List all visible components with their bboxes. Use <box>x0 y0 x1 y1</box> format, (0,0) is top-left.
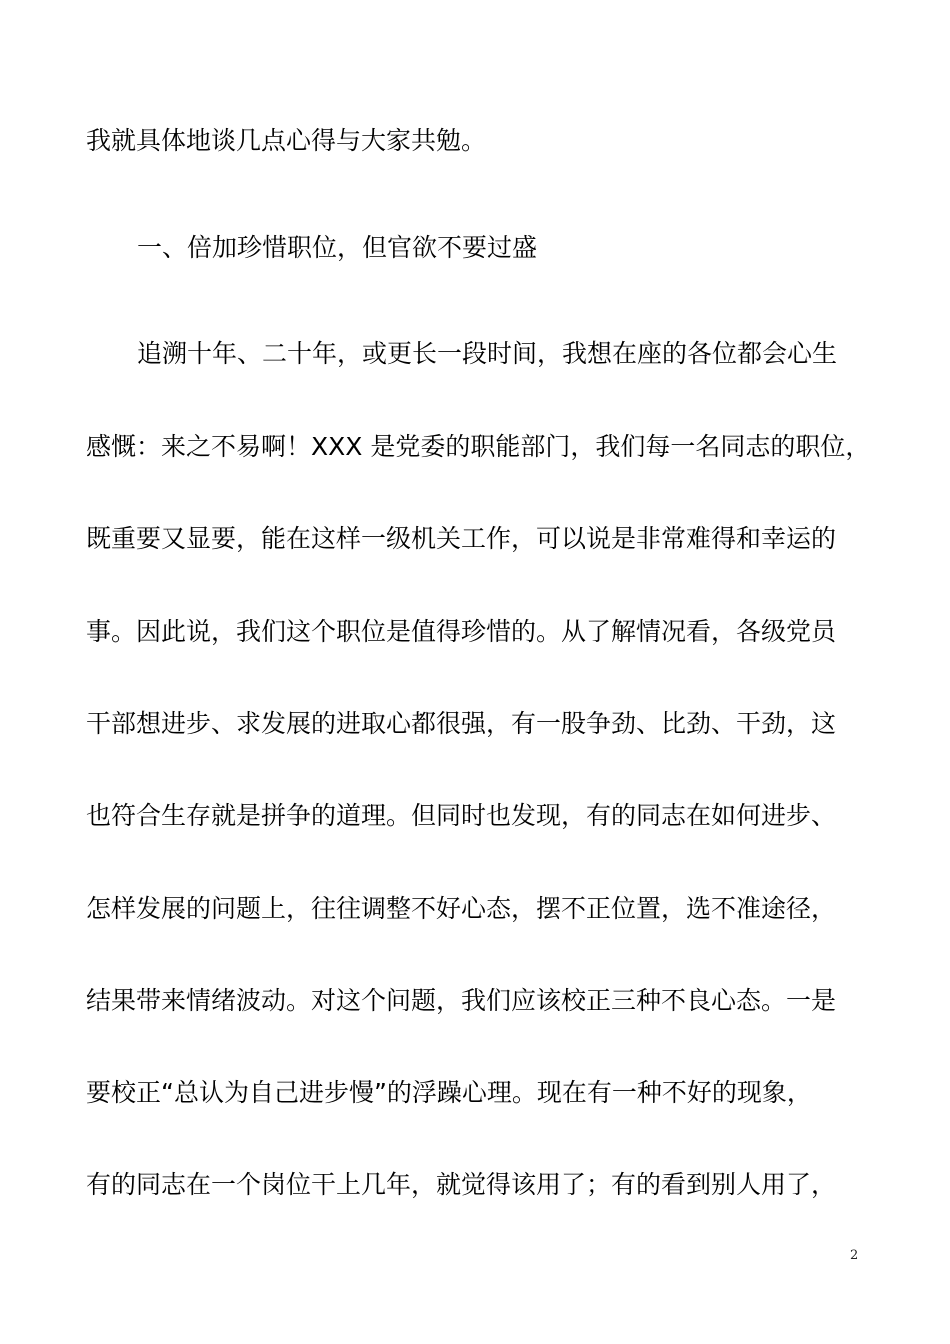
page-number: 2 <box>850 1248 859 1263</box>
body-text-line: 事。因此说，我们这个职位是值得珍惜的。从了解情况看，各级党员 <box>86 617 837 646</box>
body-text-line: 怎样发展的问题上，往往调整不好心态，摆不正位置，选不准途径， <box>86 894 837 923</box>
body-text-line: 我就具体地谈几点心得与大家共勉。 <box>86 126 487 155</box>
body-text-line: 感慨：来之不易啊！XXX 是党委的职能部门，我们每一名同志的职位， <box>86 432 871 461</box>
body-text-line: 也符合生存就是拼争的道理。但同时也发现，有的同志在如何进步、 <box>86 801 837 830</box>
body-text-line: 要校正“总认为自己进步慢”的浮躁心理。现在有一种不好的现象， <box>86 1078 812 1107</box>
body-text-line: 结果带来情绪波动。对这个问题，我们应该校正三种不良心态。一是 <box>86 986 837 1015</box>
section-heading: 一、倍加珍惜职位，但官欲不要过盛 <box>137 233 538 262</box>
body-text-line: 干部想进步、求发展的进取心都很强，有一股争劲、比劲、干劲，这 <box>86 709 837 738</box>
body-text-line: 既重要又显要，能在这样一级机关工作，可以说是非常难得和幸运的 <box>86 524 837 553</box>
body-text-line: 有的同志在一个岗位干上几年，就觉得该用了；有的看到别人用了， <box>86 1170 837 1199</box>
paragraph-first-line: 追溯十年、二十年，或更长一段时间，我想在座的各位都会心生 <box>137 339 838 368</box>
